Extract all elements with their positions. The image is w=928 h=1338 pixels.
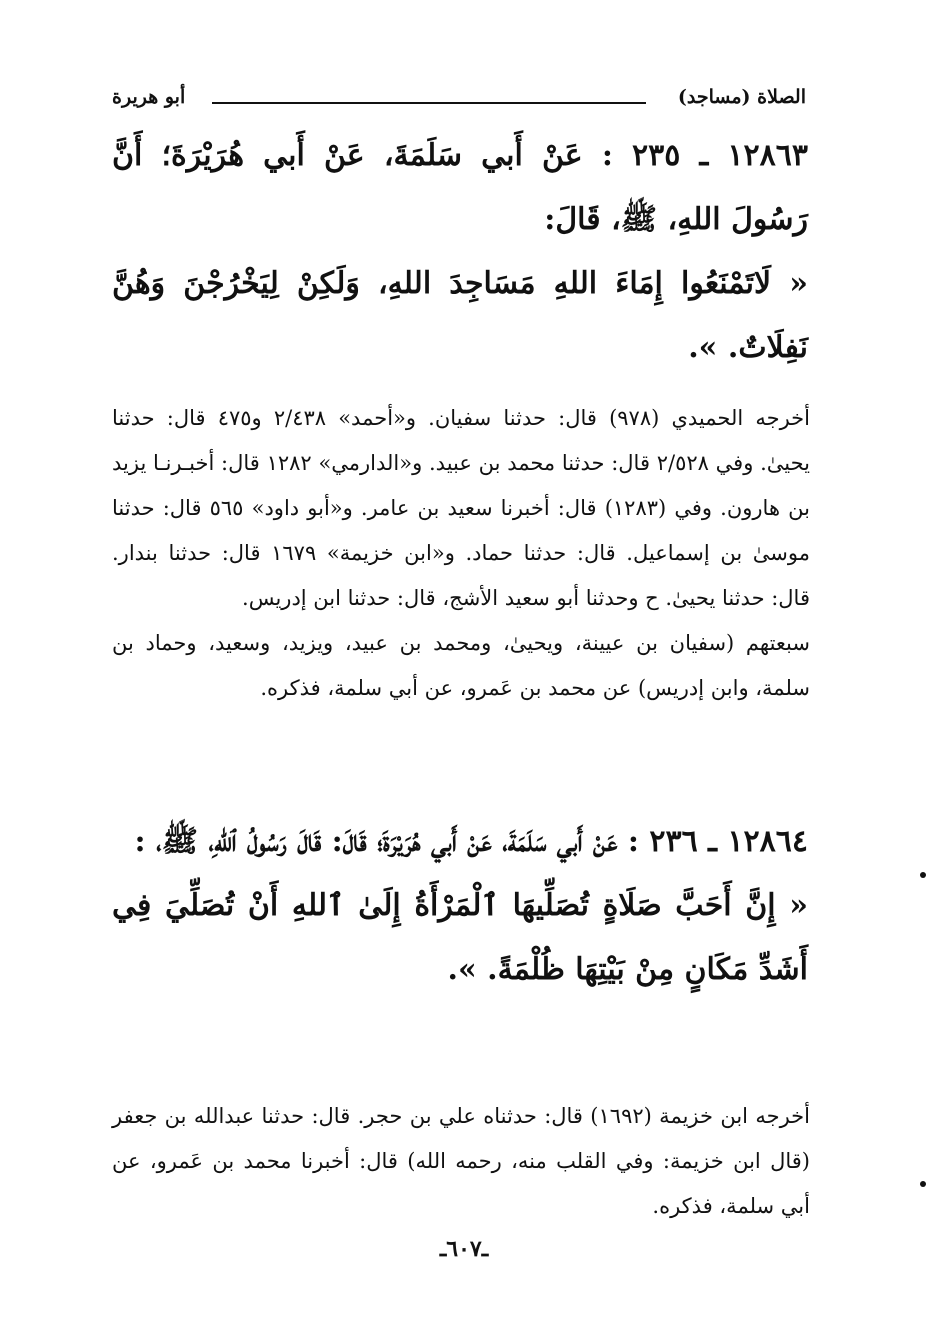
scan-speck: [920, 1181, 926, 1187]
page-number: ـ٦٠٧ـ: [439, 1236, 489, 1262]
takhrij-sources: أخرجه الحميدي (٩٧٨) قال: حدثنا سفيان. و«أحمد» ٢/٤٣٨ و٤٧٥ قال: حدثنا يحيىٰ. وفي ٢/٥٢٨ قال: حدثنا محمد بن عبيد. و«الدارمي» ١٢٨٢ قال: أخبـرنـا يزيد بن هارون. وفي (١٢٨٣) قال: أخبرنا سعيد بن عامر. و«أبو داود» ٥٦٥ قال: حدثنا موسىٰ بن إسماعيل. قال: حدثنا حماد. و«ابن خزيمة» ١٦٧٩ قال: حدثنا بندار. قال: حدثنا يحيىٰ. ح وحدثنا أبو سعيد الأشج، قال: حدثنا ابن إدريس.: [112, 406, 811, 610]
hadith-isnad: ١٢٨٦٤ ـ ٢٣٦ : عَنْ أَبي سَلَمَةَ، عَنْ أَبي هُرَيْرَةَ؛ قَالَ: قَالَ رَسُولُ ٱللهِ، ﷺ، :: [134, 824, 808, 859]
scan-speck: [920, 872, 926, 878]
hadith-12864: [112, 810, 808, 1002]
takhrij-12863: [112, 396, 810, 711]
takhrij-12864: [112, 1094, 810, 1229]
takhrij-sources: أخرجه ابن خزيمة (١٦٩٢) قال: حدثناه علي بن حجر. قال: حدثنا عبدالله بن جعفر (قال ابن خزيمة: وفي القلب منه، رحمه الله) قال: أخبرنا محمد بن عَمرو، عن أبي سلمة، فذكره.: [112, 1104, 811, 1218]
hadith-matn: « إِنَّ أَحَبَّ صَلَاةٍ تُصَلِّيهَا ٱلْمَرْأَةُ إِلَىٰ ٱللهِ أَنْ تُصَلِّيَ فِي أَشَدِّ مَكَانٍ مِنْ بَيْتِهَا ظُلْمَةً. ».: [112, 888, 808, 987]
takhrij-summary: سبعتهم (سفيان بن عيينة، ويحيىٰ، ومحمد بن عبيد، ويزيد، وسعيد، وحماد بن سلمة، وابن إدريس) عن محمد بن عَمرو، عن أبي سلمة، فذكره.: [112, 631, 810, 700]
chapter-title: الصلاة (مساجد): [677, 86, 806, 108]
narrator-title: أبو هريرة: [112, 86, 186, 108]
header-rule: [212, 102, 646, 104]
hadith-12863: [112, 124, 808, 380]
hadith-isnad: ١٢٨٦٣ ـ ٢٣٥ : عَنْ أَبي سَلَمَةَ، عَنْ أَبي هُرَيْرَةَ؛ أَنَّ رَسُولَ اللهِ، ﷺ، قَالَ:: [112, 138, 808, 237]
hadith-matn: « لَاتَمْنَعُوا إِمَاءَ اللهِ مَسَاجِدَ اللهِ، وَلَكِنْ لِيَخْرُجْنَ وَهُنَّ نَفِلَاتٌ. ».: [112, 266, 808, 365]
running-header: [112, 86, 806, 116]
